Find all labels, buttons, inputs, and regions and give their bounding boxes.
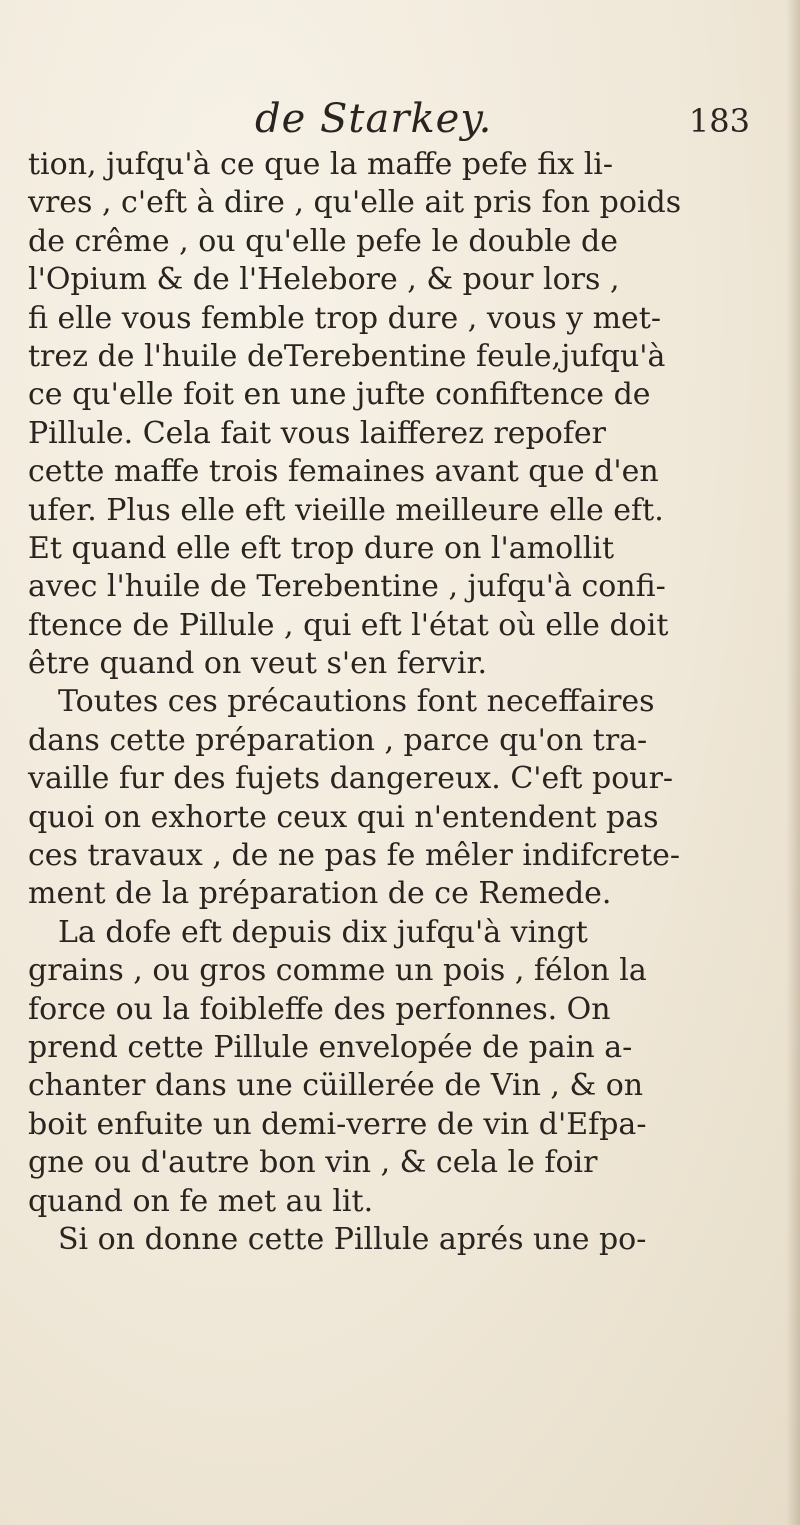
text-line: Pillule. Cela fait vous laifferez repofer [28, 415, 607, 451]
text-line: Et quand elle eft trop dure on l'amollit [28, 530, 614, 566]
paragraph-start-line: Si on donne cette Pillule aprés une po- [58, 1221, 647, 1257]
text-line: ces travaux , de ne pas fe mêler indifcrete- [28, 838, 681, 874]
paragraph-start-line: Toutes ces précautions font neceffaires [58, 684, 655, 720]
text-line: cette maffe trois femaines avant que d'en [28, 454, 659, 490]
page-number: 183 [688, 102, 750, 140]
text-line: gne ou d'autre bon vin , & cela le foir [28, 1145, 598, 1181]
text-line: boit enfuite un demi-verre de vin d'Efpa- [28, 1106, 647, 1142]
text-line: ce qu'elle foit en une jufte confiftence de [28, 377, 651, 413]
text-line: être quand on veut s'en fervir. [28, 646, 488, 682]
text-line: force ou la foibleffe des perfonnes. On [28, 991, 611, 1027]
text-line: grains , ou gros comme un pois , félon la [28, 953, 647, 989]
text-line: fi elle vous femble trop dure , vous y met- [28, 300, 662, 336]
text-line: quoi on exhorte ceux qui n'entendent pas [28, 799, 659, 835]
text-line: l'Opium & de l'Helebore , & pour lors , [28, 262, 620, 298]
running-head [0, 96, 800, 146]
page-edge-shadow [786, 0, 800, 1525]
text-line: avec l'huile de Terebentine , jufqu'à confi- [28, 569, 666, 605]
text-line: de crême , ou qu'elle pefe le double de [28, 223, 618, 259]
text-line: chanter dans une cüillerée de Vin , & on [28, 1068, 644, 1104]
text-line: tion, jufqu'à ce que la maffe pefe fix li- [28, 147, 614, 182]
text-line: vres , c'eft à dire , qu'elle ait pris fon poids [28, 185, 682, 221]
body-text [28, 146, 788, 1259]
paragraph-start-line: La dofe eft depuis dix jufqu'à vingt [58, 914, 588, 950]
text-line: prend cette Pillule envelopée de pain a- [28, 1029, 633, 1065]
text-line: quand on fe met au lit. [28, 1183, 374, 1219]
text-line: dans cette préparation , parce qu'on tra- [28, 722, 648, 758]
text-line: ment de la préparation de ce Remede. [28, 876, 612, 912]
text-line: ufer. Plus elle eft vieille meilleure elle eft. [28, 492, 664, 528]
text-line: trez de l'huile deTerebentine feule,jufqu'à [28, 338, 666, 374]
text-line: ftence de Pillule , qui eft l'état où elle doit [28, 607, 669, 643]
running-title: de Starkey. [255, 96, 493, 142]
text-line: vaille fur des fujets dangereux. C'eft pour- [28, 761, 674, 797]
